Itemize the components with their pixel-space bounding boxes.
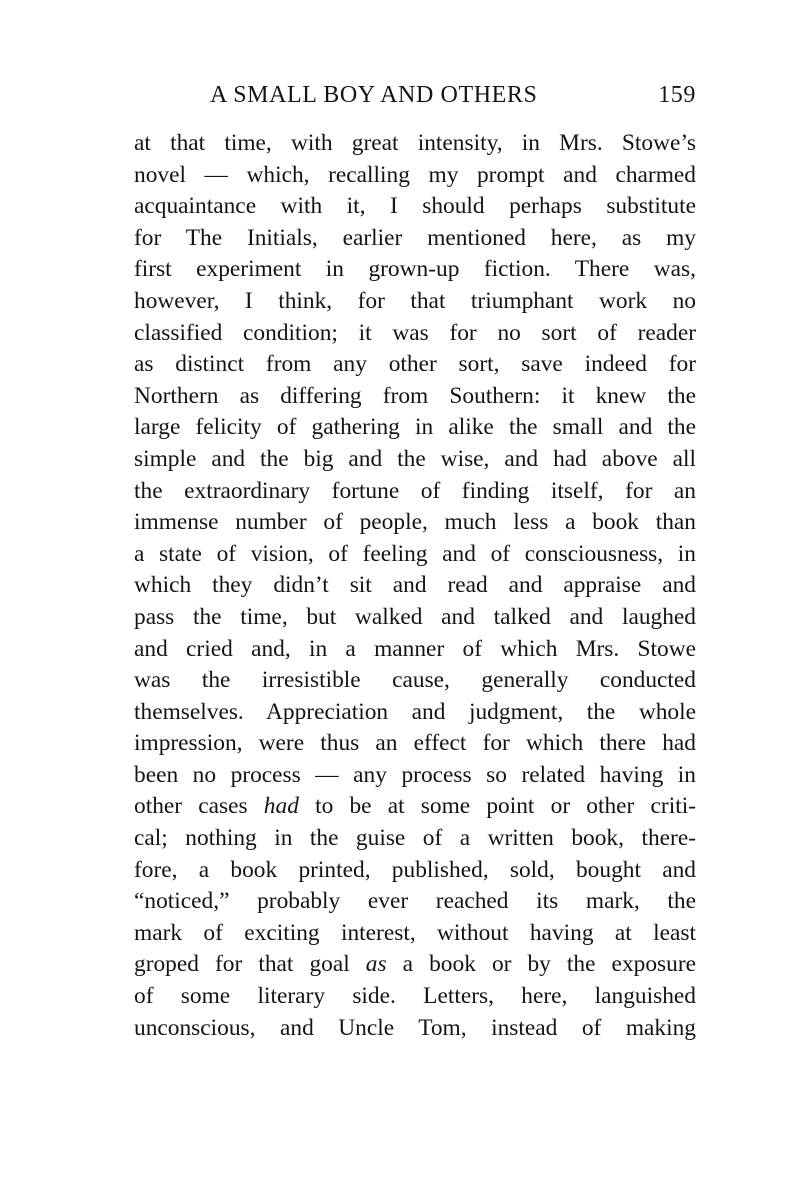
text-line: pass the time, but walked and talked and laughed (134, 603, 696, 630)
text-line: acquaintance with it, I should perhaps substitute (134, 193, 696, 220)
text-line: “noticed,” probably ever reached its mark, the (134, 888, 696, 915)
text-line: classified condition; it was for no sort of reader (134, 319, 696, 346)
text-line: been no process — any process so related having in (134, 761, 696, 788)
page-number: 159 (658, 82, 696, 108)
body-text (134, 128, 696, 1044)
running-title: A SMALL BOY AND OTHERS (210, 82, 538, 108)
text-segment: other cases (134, 793, 264, 820)
italic-word: had (263, 793, 299, 820)
text-line: unconscious, and Uncle Tom, instead of making (134, 1014, 696, 1041)
text-line: however, I think, for that triumphant work no (134, 287, 696, 314)
text-line: novel — which, recalling my prompt and charmed (134, 161, 696, 188)
text-line: a state of vision, of feeling and of consciousness, in (134, 540, 696, 567)
text-segment: a book or by the exposure (386, 951, 696, 978)
text-line-with-italic (134, 949, 696, 981)
text-segment: groped for that goal (134, 951, 366, 978)
italic-word: as (365, 951, 387, 978)
text-line: and cried and, in a manner of which Mrs. Stowe (134, 635, 696, 662)
text-line: cal; nothing in the guise of a written book, there- (134, 825, 696, 852)
text-line: for The Initials, earlier mentioned here, as my (134, 224, 696, 251)
text-line: simple and the big and the wise, and had above all (134, 445, 696, 472)
text-line: fore, a book printed, published, sold, bought and (134, 856, 696, 883)
text-line: at that time, with great intensity, in Mrs. Stowe’s (134, 130, 696, 156)
text-line: themselves. Appreciation and judgment, the whole (134, 698, 696, 725)
text-line: mark of exciting interest, without having at least (134, 919, 696, 946)
text-line-with-italic (134, 791, 696, 823)
running-head (134, 80, 696, 116)
text-segment: to be at some point or other criti- (298, 793, 696, 820)
text-line: first experiment in grown-up fiction. There was, (134, 256, 696, 283)
text-line: the extraordinary fortune of finding itself, for an (134, 477, 696, 504)
text-line: large felicity of gathering in alike the small and the (134, 414, 696, 441)
text-line: which they didn’t sit and read and appraise and (134, 572, 696, 599)
text-line: Northern as differing from Southern: it knew the (134, 382, 696, 409)
text-line: of some literary side. Letters, here, languished (134, 983, 696, 1010)
text-line: impression, were thus an effect for which there had (134, 730, 696, 757)
text-line: immense number of people, much less a book than (134, 509, 696, 536)
text-line: was the irresistible cause, generally conducted (134, 667, 696, 694)
text-line: as distinct from any other sort, save indeed for (134, 351, 696, 378)
